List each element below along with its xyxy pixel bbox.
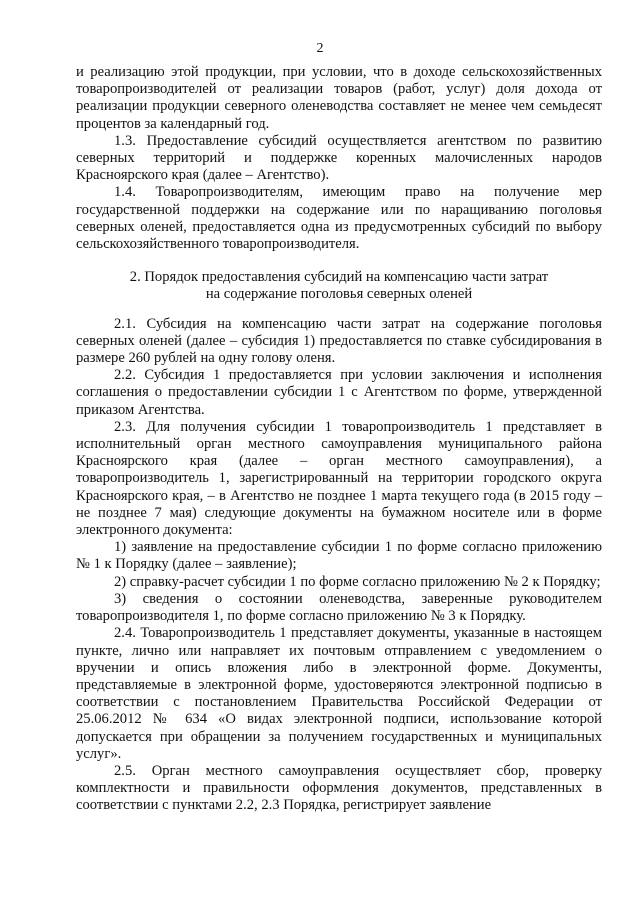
section-heading-line-1: 2. Порядок предоставления субсидий на компенсацию части затрат [129, 269, 549, 286]
paragraph-2-2: 2.2. Субсидия 1 предоставляется при условии заключения и исполнения соглашения о предоставлении субсидии 1 с Агентством по форме, утвержденной приказом Агентства. [76, 367, 602, 418]
paragraph-2-3: 2.3. Для получения субсидии 1 товаропроизводитель 1 представляет в исполнительный орган местного самоуправления муниципального района Красноярского края (далее – орган местного самоуправления), а товаропроизводитель 1, зарегистрированный на территории городского округа Красноярского края, – в Агентство не позднее 1 марта текущего года (в 2015 году – не позднее 7 мая) следующие документы на бумажном носителе или в форме электронного документа: [76, 418, 602, 539]
list-item-3: 3) сведения о состоянии оленеводства, заверенные руководителем товаропроизводителя 1, по форме согласно приложению № 3 к Порядку. [76, 590, 602, 625]
section-heading-line-2: на содержание поголовья северных оленей [205, 286, 473, 303]
paragraph-2-4: 2.4. Товаропроизводитель 1 представляет документы, указанные в настоящем пункте, лично или направляет их почтовым отправлением с уведомлением о вручении и опись вложения либо в электронной форме. Документы, представляемые в электронной форме, удостоверяются электронной подписью в соответствии с постановлением Правительства Российской Федерации от 25.06.2012 № 634 «О видах электронной подписи, использование которой допускается при обращении за получением государственных и муниципальных услуг». [76, 625, 602, 762]
section-heading [76, 269, 602, 303]
document-body [76, 64, 602, 815]
list-item-1: 1) заявление на предоставление субсидии 1 по форме согласно приложению № 1 к Порядку (далее – заявление); [76, 539, 602, 573]
paragraph-1-4: 1.4. Товаропроизводителям, имеющим право на получение мер государственной поддержки на содержание или по наращиванию поголовья северных оленей, предоставляется одна из предусмотренных субсидий по выбору сельскохозяйственного товаропроизводителя. [76, 184, 602, 253]
paragraph-2-5: 2.5. Орган местного самоуправления осуществляет сбор, проверку комплектности и правильности оформления документов, представленных в соответствии с пунктами 2.2, 2.3 Порядка, регистрирует заявление [76, 762, 602, 814]
page-number: 2 [316, 41, 324, 56]
list-item-2: 2) справку-расчет субсидии 1 по форме согласно приложению № 2 к Порядку; [114, 573, 601, 590]
paragraph-1-3: 1.3. Предоставление субсидий осуществляется агентством по развитию северных территорий и поддержке коренных малочисленных народов Красноярского края (далее – Агентство). [76, 132, 602, 184]
paragraph-continuation: и реализацию этой продукции, при условии, что в доходе сельскохозяйственных товаропроизводителей от реализации товаров (работ, услуг) доля дохода от реализации продукции северного оленеводства составляет не менее чем семьдесят процентов за календарный год. [76, 64, 602, 132]
paragraph-2-1: 2.1. Субсидия на компенсацию части затрат на содержание поголовья северных оленей (далее – субсидия 1) предоставляется по ставке субсидирования в размере 260 рублей на одну голову оленя. [76, 315, 602, 367]
